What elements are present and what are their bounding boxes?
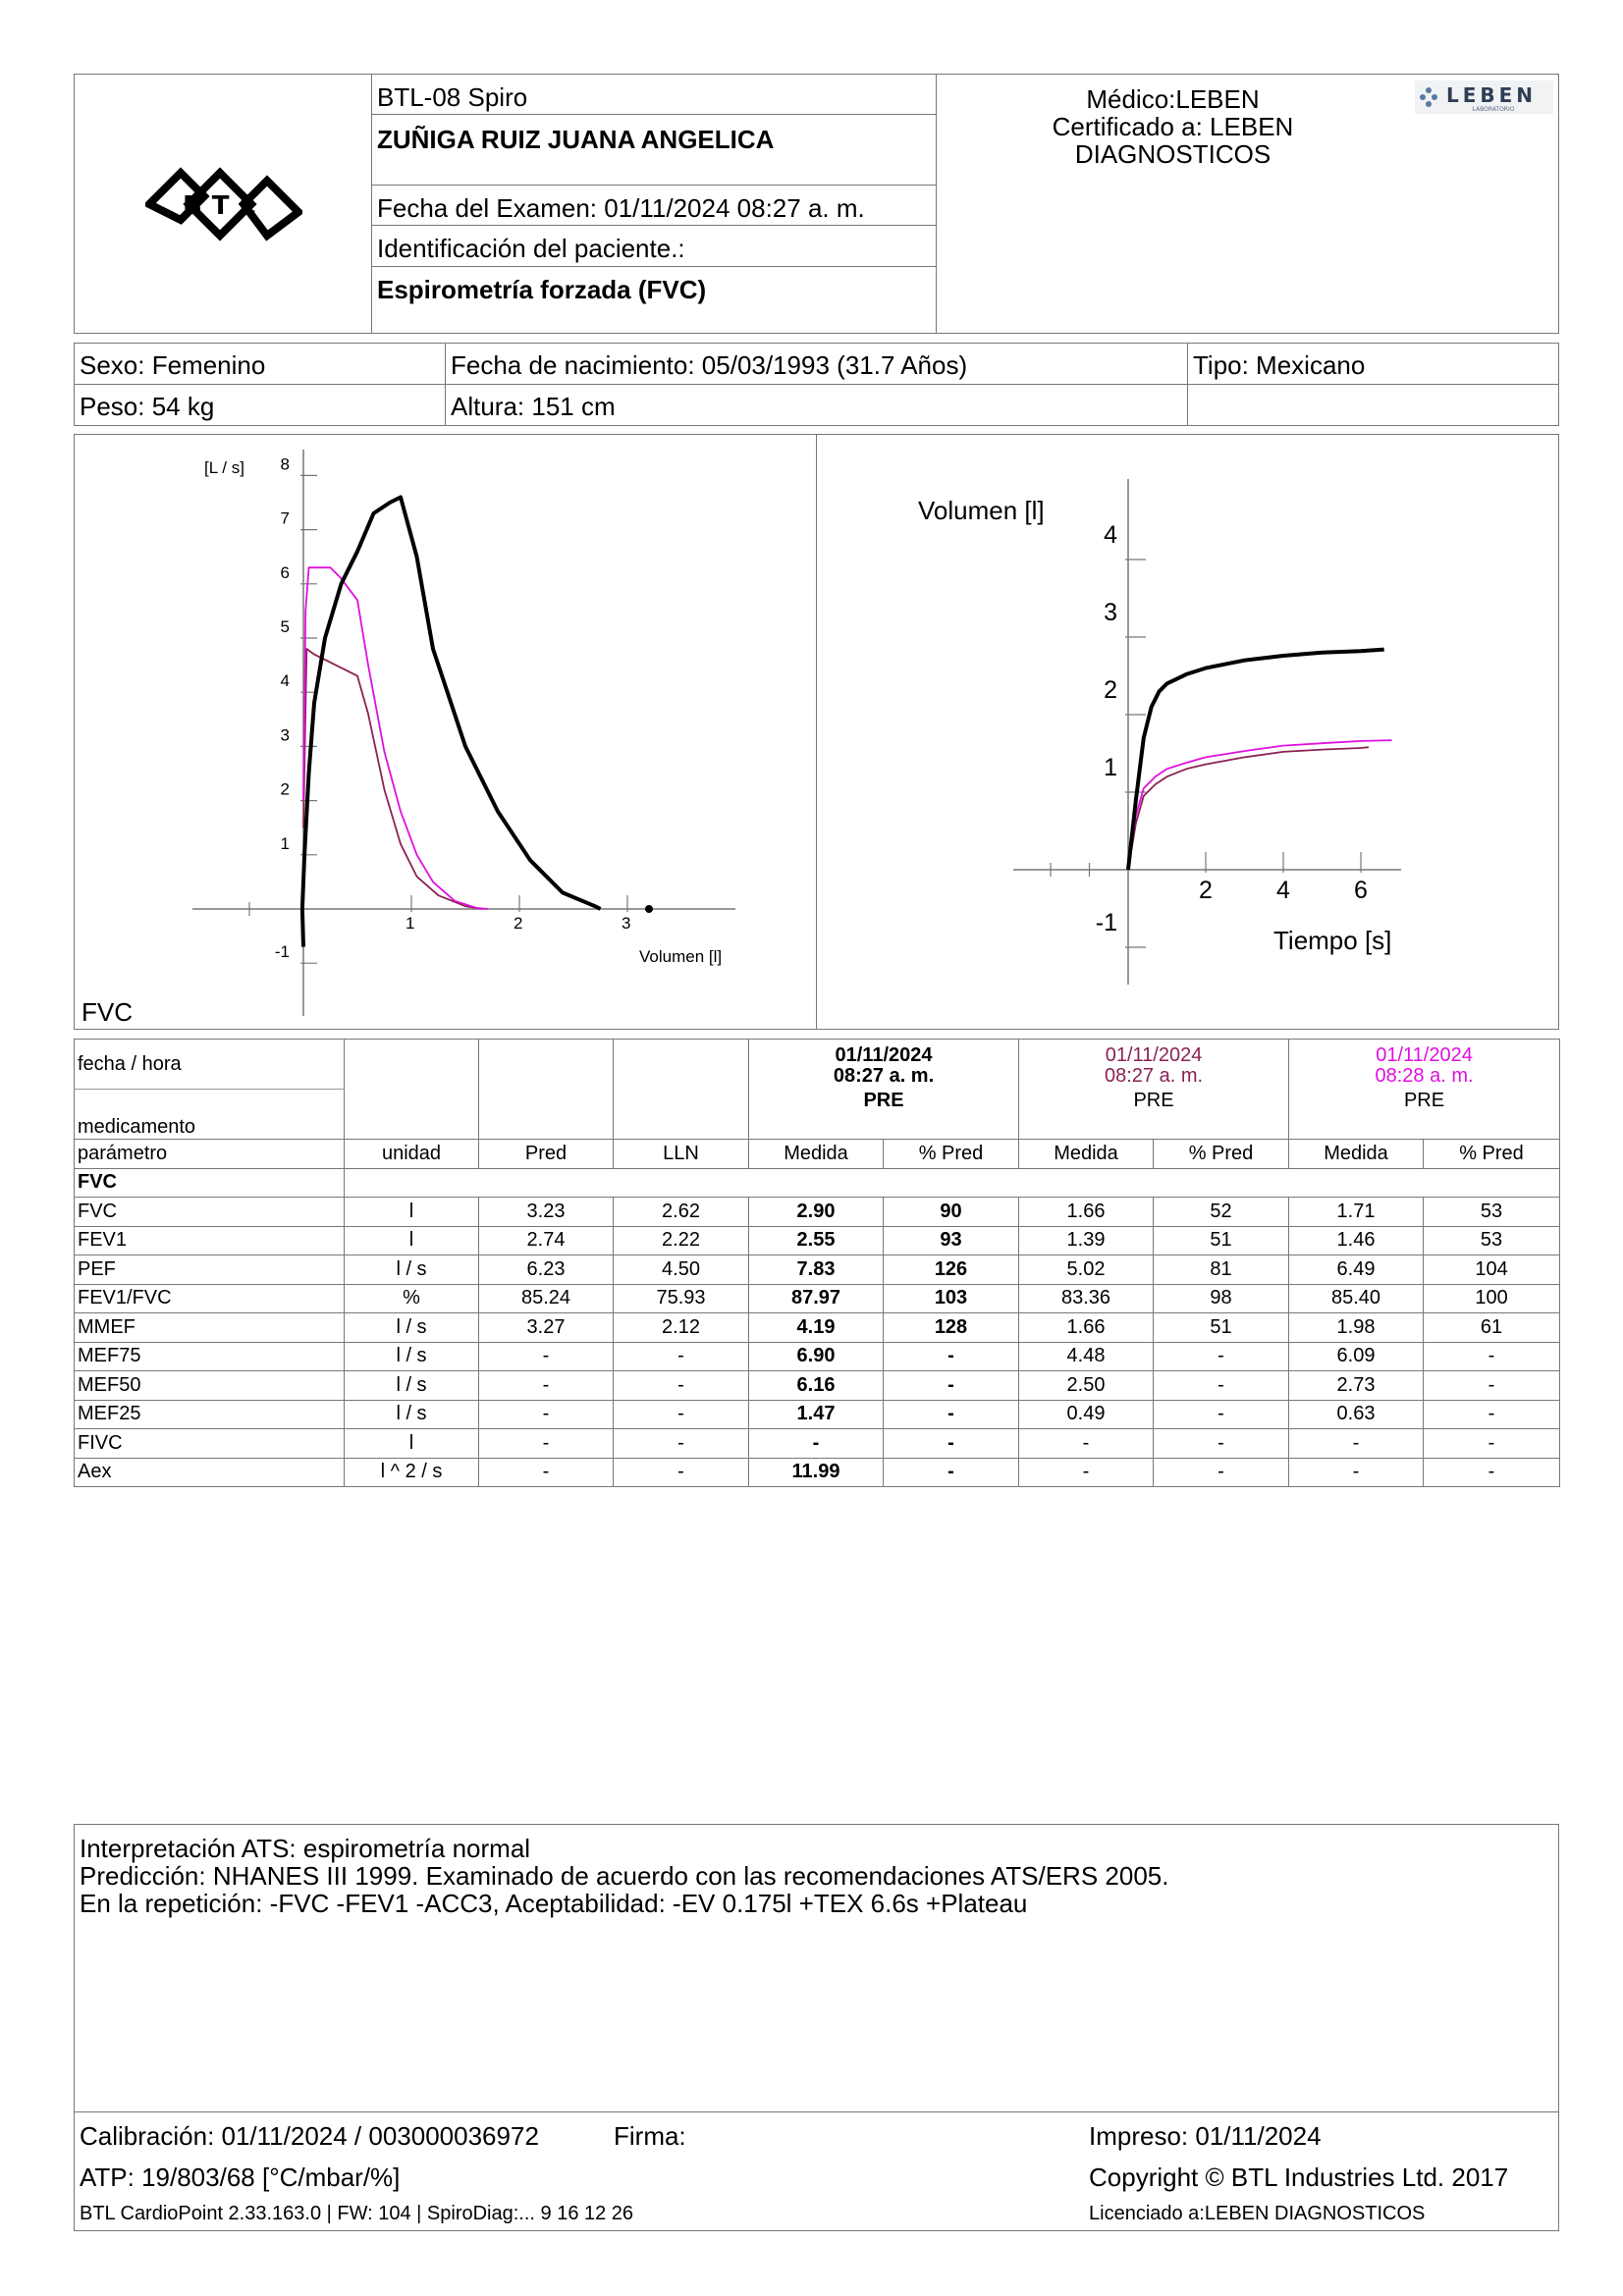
x-tick-label: 2 xyxy=(1199,877,1213,904)
trial-3-header xyxy=(1289,1040,1560,1140)
table-cell: 5.02 xyxy=(1019,1255,1154,1285)
table-cell: 4.48 xyxy=(1019,1342,1154,1371)
table-cell: - xyxy=(1154,1371,1289,1401)
medication-label: medicamento xyxy=(75,1090,345,1140)
table-column-header-row xyxy=(75,1140,1560,1169)
table-cell: 103 xyxy=(884,1284,1019,1313)
column-header: % Pred xyxy=(884,1140,1019,1169)
test-type: Espirometría forzada (FVC) xyxy=(377,275,707,304)
doctor: Médico:LEBEN xyxy=(1086,84,1260,114)
table-cell: 98 xyxy=(1154,1284,1289,1313)
table-cell: - xyxy=(1154,1400,1289,1429)
trial-2-time: 08:27 a. m. xyxy=(1104,1065,1204,1087)
table-cell: - xyxy=(614,1371,749,1401)
table-cell: - xyxy=(479,1429,614,1459)
column-header: Medida xyxy=(749,1140,884,1169)
y-tick-label: 1 xyxy=(280,833,290,853)
table-cell: 1.71 xyxy=(1289,1198,1424,1227)
patient-id: Identificación del paciente.: xyxy=(377,234,685,263)
flow-volume-chart xyxy=(75,435,815,1029)
table-row xyxy=(75,1458,1560,1487)
patient-divider xyxy=(445,343,446,426)
patient-divider xyxy=(1187,343,1188,426)
table-cell: 85.40 xyxy=(1289,1284,1424,1313)
table-cell: - xyxy=(614,1342,749,1371)
table-cell: - xyxy=(614,1429,749,1459)
y-tick-label: 2 xyxy=(1104,676,1117,704)
x-tick-label: 2 xyxy=(514,914,523,933)
table-cell: - xyxy=(614,1458,749,1487)
trial-1-pre: PRE xyxy=(863,1090,904,1111)
interpretation-line-1: Interpretación ATS: espirometría normal xyxy=(80,1834,531,1863)
exam-date: Fecha del Examen: 01/11/2024 08:27 a. m. xyxy=(377,193,865,223)
y-tick-label: 3 xyxy=(1104,599,1117,626)
table-cell: - xyxy=(1424,1429,1560,1459)
table-cell: 2.73 xyxy=(1289,1371,1424,1401)
interpretation-line-2: Predicción: NHANES III 1999. Examinado de acuerdo con las recomendaciones ATS/ERS 2005. xyxy=(80,1861,1169,1891)
table-cell: 1.47 xyxy=(749,1400,884,1429)
table-cell: 2.90 xyxy=(749,1198,884,1227)
patient-sex: Sexo: Femenino xyxy=(80,350,266,380)
trial-1-header xyxy=(749,1040,1019,1140)
table-cell: l xyxy=(345,1429,479,1459)
btl-logo xyxy=(145,165,302,243)
table-cell: 7.83 xyxy=(749,1255,884,1285)
header-rule xyxy=(371,266,936,267)
table-cell: 87.97 xyxy=(749,1284,884,1313)
table-cell: 1.66 xyxy=(1019,1313,1154,1343)
y-axis-label: [L / s] xyxy=(204,458,244,477)
table-cell: - xyxy=(884,1458,1019,1487)
parameter-name: Aex xyxy=(75,1458,345,1487)
y-tick-label: 4 xyxy=(1104,521,1117,549)
table-head-row xyxy=(75,1040,1560,1090)
lab-logo xyxy=(1415,80,1553,114)
table-cell: 0.63 xyxy=(1289,1400,1424,1429)
table-cell: - xyxy=(1424,1458,1560,1487)
trial-3-date: 01/11/2024 xyxy=(1376,1044,1473,1066)
y-axis-label: Volumen [l] xyxy=(918,496,1045,525)
table-row xyxy=(75,1429,1560,1459)
table-cell: 126 xyxy=(884,1255,1019,1285)
table-cell: 4.50 xyxy=(614,1255,749,1285)
copyright: Copyright © BTL Industries Ltd. 2017 xyxy=(1089,2163,1509,2192)
table-row xyxy=(75,1313,1560,1343)
table-cell: - xyxy=(1154,1342,1289,1371)
table-cell: 0.49 xyxy=(1019,1400,1154,1429)
y-tick-label: 2 xyxy=(280,779,290,799)
header-rule xyxy=(371,225,936,226)
y-tick-label: 3 xyxy=(280,725,290,745)
table-cell: - xyxy=(479,1458,614,1487)
table-cell: - xyxy=(479,1342,614,1371)
table-cell: 2.55 xyxy=(749,1226,884,1255)
column-header: % Pred xyxy=(1154,1140,1289,1169)
table-section-row xyxy=(75,1168,1560,1198)
column-header: % Pred xyxy=(1424,1140,1560,1169)
table-cell: 2.12 xyxy=(614,1313,749,1343)
end-marker xyxy=(645,905,653,913)
table-cell: 53 xyxy=(1424,1226,1560,1255)
empty-cell xyxy=(614,1040,749,1140)
interpretation-line-3: En la repetición: -FVC -FEV1 -ACC3, Aceptabilidad: -EV 0.175l +TEX 6.6s +Plateau xyxy=(80,1889,1028,1918)
table-cell: 104 xyxy=(1424,1255,1560,1285)
table-cell: - xyxy=(1424,1371,1560,1401)
y-tick-label: 6 xyxy=(280,562,290,582)
table-cell: 3.27 xyxy=(479,1313,614,1343)
table-cell: 83.36 xyxy=(1019,1284,1154,1313)
table-cell: 3.23 xyxy=(479,1198,614,1227)
table-cell: 2.22 xyxy=(614,1226,749,1255)
table-cell: l / s xyxy=(345,1342,479,1371)
results-table xyxy=(74,1039,1560,1487)
atp: ATP: 19/803/68 [°C/mbar/%] xyxy=(80,2163,401,2192)
table-row xyxy=(75,1198,1560,1227)
table-cell: - xyxy=(884,1371,1019,1401)
table-cell: l / s xyxy=(345,1400,479,1429)
table-cell: 6.90 xyxy=(749,1342,884,1371)
table-cell: 2.62 xyxy=(614,1198,749,1227)
table-cell: 6.09 xyxy=(1289,1342,1424,1371)
certified-line-2: DIAGNOSTICOS xyxy=(1074,139,1271,169)
table-cell: 1.46 xyxy=(1289,1226,1424,1255)
table-cell: 1.39 xyxy=(1019,1226,1154,1255)
table-cell: 1.98 xyxy=(1289,1313,1424,1343)
table-cell: 1.66 xyxy=(1019,1198,1154,1227)
btl-logo-text: BTL xyxy=(182,191,266,221)
parameter-name: MMEF xyxy=(75,1313,345,1343)
time-series-3 xyxy=(1128,740,1392,870)
patient-height: Altura: 151 cm xyxy=(451,392,616,421)
trial-2-date: 01/11/2024 xyxy=(1105,1044,1203,1066)
parameter-name: FEV1/FVC xyxy=(75,1284,345,1313)
table-row xyxy=(75,1255,1560,1285)
column-header: Medida xyxy=(1019,1140,1154,1169)
software-info: BTL CardioPoint 2.33.163.0 | FW: 104 | SpiroDiag:... 9 16 12 26 xyxy=(80,2203,634,2224)
table-cell: 85.24 xyxy=(479,1284,614,1313)
header-rule xyxy=(371,114,936,115)
table-cell: 6.16 xyxy=(749,1371,884,1401)
x-tick-label: 4 xyxy=(1276,877,1290,904)
table-cell: 53 xyxy=(1424,1198,1560,1227)
trial-3-time: 08:28 a. m. xyxy=(1375,1065,1474,1087)
time-series-1 xyxy=(1128,650,1384,870)
parameter-name: MEF75 xyxy=(75,1342,345,1371)
table-cell: - xyxy=(479,1371,614,1401)
column-header: parámetro xyxy=(75,1140,345,1169)
table-cell: - xyxy=(479,1400,614,1429)
table-cell: l ^ 2 / s xyxy=(345,1458,479,1487)
flow-series-2 xyxy=(303,649,483,909)
licensed-to: Licenciado a:LEBEN DIAGNOSTICOS xyxy=(1089,2203,1426,2224)
column-header: LLN xyxy=(614,1140,749,1169)
signature-label: Firma: xyxy=(614,2121,686,2151)
table-cell: - xyxy=(1019,1429,1154,1459)
trial-1-date: 01/11/2024 xyxy=(835,1044,933,1066)
section-label: FVC xyxy=(75,1168,345,1198)
y-tick-label: -1 xyxy=(274,942,290,962)
table-cell: 51 xyxy=(1154,1226,1289,1255)
lab-logo-sub: LABORATORIO xyxy=(1472,106,1515,113)
x-tick-label: 1 xyxy=(406,914,415,933)
table-cell: - xyxy=(884,1400,1019,1429)
patient-birth: Fecha de nacimiento: 05/03/1993 (31.7 Años) xyxy=(451,350,968,380)
patient-name: ZUÑIGA RUIZ JUANA ANGELICA xyxy=(377,125,775,154)
parameter-name: MEF25 xyxy=(75,1400,345,1429)
table-row xyxy=(75,1284,1560,1313)
column-header: Medida xyxy=(1289,1140,1424,1169)
y-tick-label: 7 xyxy=(280,508,290,528)
table-cell: l / s xyxy=(345,1313,479,1343)
trial-2-header xyxy=(1019,1040,1289,1140)
header-rule xyxy=(371,185,936,186)
table-cell: - xyxy=(614,1400,749,1429)
y-tick-label: 1 xyxy=(1104,754,1117,781)
empty-cell xyxy=(479,1040,614,1140)
footer-rule xyxy=(74,2111,1559,2112)
printed-date: Impreso: 01/11/2024 xyxy=(1089,2121,1322,2151)
patient-weight: Peso: 54 kg xyxy=(80,392,215,421)
table-row xyxy=(75,1226,1560,1255)
parameter-name: FVC xyxy=(75,1198,345,1227)
table-cell: - xyxy=(884,1429,1019,1459)
graphs-label: FVC xyxy=(81,997,133,1027)
x-tick-label: 3 xyxy=(622,914,631,933)
y-tick-label: 8 xyxy=(280,454,290,474)
column-header: Pred xyxy=(479,1140,614,1169)
header-divider-left xyxy=(371,74,372,334)
table-cell: - xyxy=(1019,1458,1154,1487)
trial-2-pre: PRE xyxy=(1133,1090,1174,1111)
trial-1-time: 08:27 a. m. xyxy=(833,1065,935,1087)
table-cell: 75.93 xyxy=(614,1284,749,1313)
certified-line-1: Certificado a: LEBEN xyxy=(1052,112,1294,141)
table-cell: 2.74 xyxy=(479,1226,614,1255)
table-cell: - xyxy=(1154,1458,1289,1487)
patient-type: Tipo: Mexicano xyxy=(1193,350,1366,380)
table-cell: l xyxy=(345,1226,479,1255)
date-time-label: fecha / hora xyxy=(75,1040,345,1090)
volume-time-chart xyxy=(817,435,1558,1029)
table-cell: - xyxy=(1289,1429,1424,1459)
table-cell: 51 xyxy=(1154,1313,1289,1343)
trial-3-pre: PRE xyxy=(1403,1090,1445,1111)
table-cell: l / s xyxy=(345,1255,479,1285)
y-tick-label: 4 xyxy=(280,671,290,691)
table-cell: 11.99 xyxy=(749,1458,884,1487)
patient-rule xyxy=(74,384,1559,385)
table-cell: % xyxy=(345,1284,479,1313)
table-cell: - xyxy=(1154,1429,1289,1459)
table-cell: 52 xyxy=(1154,1198,1289,1227)
table-cell: 6.23 xyxy=(479,1255,614,1285)
table-cell: l / s xyxy=(345,1371,479,1401)
flow-series-1 xyxy=(302,498,601,947)
table-row xyxy=(75,1371,1560,1401)
x-tick-label: 6 xyxy=(1354,877,1368,904)
empty-cell xyxy=(345,1040,479,1140)
parameter-name: FEV1 xyxy=(75,1226,345,1255)
table-cell: 81 xyxy=(1154,1255,1289,1285)
parameter-name: FIVC xyxy=(75,1429,345,1459)
table-cell: 93 xyxy=(884,1226,1019,1255)
calibration: Calibración: 01/11/2024 / 003000036972 xyxy=(80,2121,539,2151)
table-row xyxy=(75,1400,1560,1429)
table-cell: 90 xyxy=(884,1198,1019,1227)
table-cell: 61 xyxy=(1424,1313,1560,1343)
table-row xyxy=(75,1342,1560,1371)
empty-cell xyxy=(345,1168,1560,1198)
parameter-name: MEF50 xyxy=(75,1371,345,1401)
lab-logo-text: LEBEN xyxy=(1445,83,1538,107)
y-tick-label: -1 xyxy=(1095,909,1117,936)
table-cell: - xyxy=(1424,1400,1560,1429)
table-cell: - xyxy=(884,1342,1019,1371)
device-name: BTL-08 Spiro xyxy=(377,82,528,112)
table-cell: 128 xyxy=(884,1313,1019,1343)
table-cell: 4.19 xyxy=(749,1313,884,1343)
column-header: unidad xyxy=(345,1140,479,1169)
table-cell: - xyxy=(749,1429,884,1459)
table-cell: 6.49 xyxy=(1289,1255,1424,1285)
table-cell: 2.50 xyxy=(1019,1371,1154,1401)
parameter-name: PEF xyxy=(75,1255,345,1285)
time-series-2 xyxy=(1128,747,1369,870)
table-cell: 100 xyxy=(1424,1284,1560,1313)
x-axis-label: Tiempo [s] xyxy=(1273,926,1392,955)
y-tick-label: 5 xyxy=(280,617,290,636)
table-cell: - xyxy=(1289,1458,1424,1487)
table-cell: - xyxy=(1424,1342,1560,1371)
x-axis-label: Volumen [l] xyxy=(639,947,723,966)
table-cell: l xyxy=(345,1198,479,1227)
